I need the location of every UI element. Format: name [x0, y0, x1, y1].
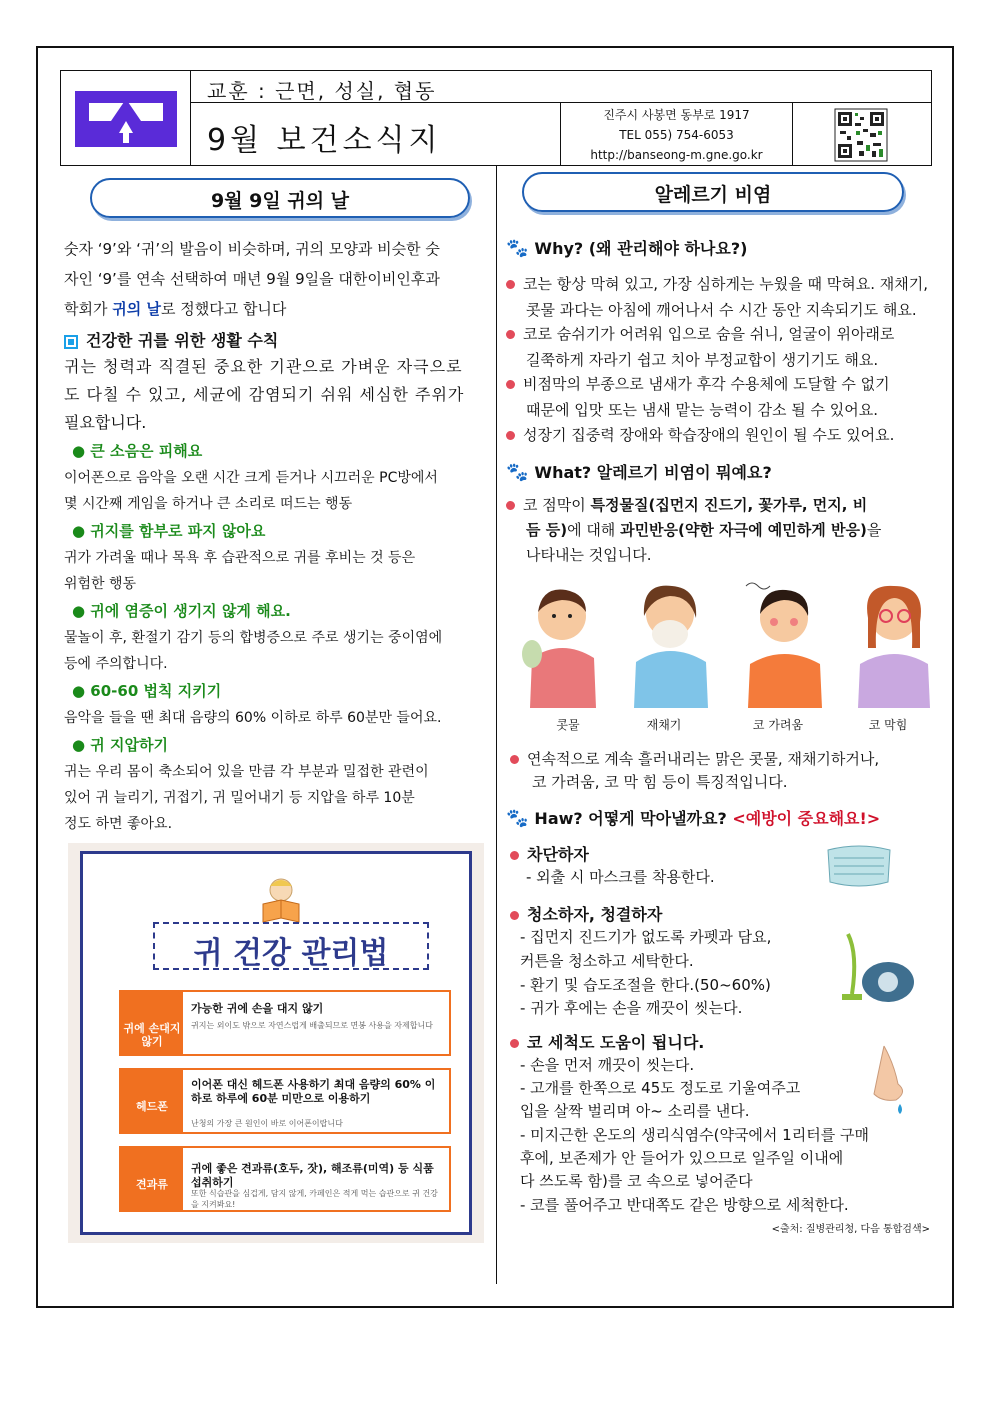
symptom-label: 코 막힘 — [868, 718, 908, 732]
intro-line-2: 자인 ‘9’를 연속 선택하여 매년 9월 9일을 대한이비인후과 — [64, 270, 440, 288]
card-detail: 난청의 가장 큰 원인이 바로 이어폰이랍니다 — [191, 1119, 343, 1128]
care-card-nuts — [119, 1146, 451, 1212]
why-item: 코로 숨쉬기가 어려워 입으로 숨을 쉬니, 얼굴이 위아래로 — [506, 323, 894, 344]
tip-body: 위험한 행동 — [64, 576, 137, 592]
bullet-dot-icon — [506, 330, 515, 339]
block-item: - 외출 시 마스크를 착용한다. — [526, 868, 715, 886]
face-mask-illustration — [822, 840, 896, 896]
rules-heading — [64, 328, 278, 351]
tip-heading-earwax: ● 귀지를 함부로 파지 않아요 — [72, 522, 266, 540]
why-item-cont: 때문에 입맛 또는 냄새 맡는 능력이 감소 될 수 있어요. — [526, 401, 878, 419]
clean-item: - 환기 및 습도조절을 한다.(50~60%) — [520, 976, 771, 994]
why-item: 코는 항상 막혀 있고, 가장 심하게는 누웠을 때 막혀요. 재채기, — [506, 273, 928, 294]
newsletter-title: 9월 보건소식지 — [191, 103, 561, 165]
wash-item: - 고개를 한쪽으로 45도 정도로 기울여주고 — [520, 1079, 801, 1097]
bullet-dot-icon — [506, 431, 515, 440]
card-headline: 가능한 귀에 손을 대지 않기 — [191, 1002, 324, 1015]
website-link[interactable]: http://banseong-m.gne.go.kr — [590, 148, 763, 162]
rules-line-1: 귀는 청력과 직결된 중요한 기관으로 가벼운 자극으로 — [64, 357, 463, 376]
symptom-summary-2: 코 가려움, 코 막 힘 등이 특징적입니다. — [532, 773, 788, 791]
nuts-icon: 견과류 — [121, 1148, 183, 1210]
tip-heading-inflammation: ● 귀에 염증이 생기지 않게 해요. — [72, 602, 291, 620]
wash-item: - 손을 먼저 깨끗이 씻는다. — [520, 1056, 695, 1074]
allergic-rhinitis-heading: 알레르기 비염 — [522, 172, 904, 212]
bullet-dot-icon — [510, 755, 519, 764]
itchy-nose-illustration — [740, 578, 830, 712]
wash-item: 입을 살짝 벌리며 아~ 소리를 낸다. — [520, 1102, 750, 1120]
what-heading: 🐾 What? 알레르기 비염이 뭐예요? — [506, 462, 772, 483]
wash-item: 다 쓰도록 함)를 코 속으로 넣어준다 — [520, 1172, 753, 1190]
ear-day-heading: 9월 9일 귀의 날 — [90, 178, 470, 218]
vacuum-cleaner-illustration — [838, 924, 918, 1012]
what-line-3: 나타내는 것입니다. — [526, 546, 652, 564]
symptom-summary-1: 연속적으로 계속 흘러내리는 맑은 콧물, 재채기하거나, — [510, 748, 879, 769]
rules-title: 건강한 귀를 위한 생활 수칙 — [86, 331, 279, 350]
tip-body: 몇 시간째 게임을 하거나 큰 소리로 떠드는 행동 — [64, 496, 353, 512]
school-contact — [561, 103, 793, 165]
tip-body: 귀가 가려울 때나 목욕 후 습관적으로 귀를 후비는 것 등은 — [64, 550, 416, 566]
nose-drop-illustration — [864, 1044, 914, 1122]
infographic-title: 귀 건강 관리법 — [153, 922, 429, 970]
ear-day-highlight: 귀의 날 — [112, 300, 161, 318]
bullet-dot-icon — [510, 851, 519, 860]
stuffy-nose-illustration — [848, 578, 938, 712]
clean-block: 청소하자, 청결하자 — [510, 902, 662, 925]
block-block: 차단하자 — [510, 842, 589, 865]
school-motto: 교훈 : 근면, 성실, 협동 — [191, 71, 931, 103]
source-note: <출처: 질병관리청, 다음 통합검색> — [771, 1224, 930, 1235]
headphones-icon: 헤드폰 — [121, 1070, 183, 1132]
qr-code[interactable] — [793, 103, 931, 165]
bullet-dot-icon — [510, 1039, 519, 1048]
nasal-wash-block: 코 세척도 도움이 됩니다. — [510, 1030, 704, 1053]
telephone: TEL 055) 754-6053 — [619, 128, 734, 142]
why-heading: 🐾 Why? (왜 관리해야 하나요?) — [506, 238, 748, 259]
prevention-emphasis: <예방이 중요해요!> — [732, 809, 881, 828]
tip-body: 정도 하면 좋아요. — [64, 816, 173, 832]
paw-icon: 🐾 — [506, 238, 529, 259]
column-divider — [496, 166, 497, 1284]
infographic-frame — [80, 851, 472, 1235]
no-touch-ear-icon: 귀에 손대지않기 — [121, 992, 183, 1054]
bullet-dot-icon — [506, 280, 515, 289]
card-detail: 귀지는 외이도 밖으로 자연스럽게 배출되므로 면봉 사용을 자제합니다 — [191, 1021, 433, 1030]
why-item: 비점막의 부종으로 냄새가 후각 수용체에 도달할 수 없기 — [506, 373, 890, 394]
wash-item: - 미지근한 온도의 생리식염수(약국에서 1리터를 구매 — [520, 1126, 869, 1144]
address: 진주시 사봉면 동부로 1917 — [603, 108, 750, 122]
rules-line-2: 도 다칠 수 있고, 세균에 감염되기 쉬워 세심한 주위가 — [64, 385, 465, 404]
newsletter-header — [60, 70, 932, 166]
bullet-dot-icon — [510, 911, 519, 920]
tip-body: 물놀이 후, 환절기 감기 등의 합병증으로 주로 생기는 중이염에 — [64, 630, 443, 646]
tip-body: 있어 귀 늘리기, 귀접기, 귀 밀어내기 등 지압을 하루 10분 — [64, 790, 415, 806]
clean-item: - 집먼지 진드기가 없도록 카펫과 담요, — [520, 928, 772, 946]
school-logo — [61, 71, 191, 165]
bullet-dot-icon — [506, 501, 515, 510]
wash-item: - 코를 풀어주고 반대쪽도 같은 방향으로 세척한다. — [520, 1196, 849, 1214]
rules-line-3: 필요합니다. — [64, 413, 147, 432]
why-item-cont: 길쭉하게 자라기 쉽고 치아 부정교합이 생기기도 해요. — [526, 351, 879, 369]
paw-icon: 🐾 — [506, 462, 529, 483]
card-headline: 귀에 좋은 견과류(호두, 잣), 해조류(미역) 등 식품 섭취하기 — [191, 1162, 434, 1189]
tip-body: 귀는 우리 몸이 축소되어 있을 만큼 각 부분과 밀접한 관련이 — [64, 764, 429, 780]
intro-line-3 — [64, 298, 286, 319]
symptom-label: 재채기 — [646, 718, 682, 732]
care-card-no-touch — [119, 990, 451, 1056]
how-heading: 🐾 Haw? 어떻게 막아낼까요? <예방이 중요해요!> — [506, 808, 881, 829]
sneezing-illustration — [626, 578, 716, 712]
what-line-1: 코 점막이 특정물질(집먼지 진드기, 꽃가루, 먼지, 비 — [506, 494, 867, 515]
tip-body: 이어폰으로 음악을 오랜 시간 크게 듣거나 시끄러운 PC방에서 — [64, 470, 438, 486]
bullet-dot-icon — [506, 380, 515, 389]
what-line-2: 듬 등)에 대해 과민반응(약한 자극에 예민하게 반응)을 — [526, 521, 882, 539]
tip-body: 등에 주의합니다. — [64, 656, 168, 672]
paw-icon: 🐾 — [506, 808, 529, 829]
care-card-headphones — [119, 1068, 451, 1134]
tip-body: 음악을 들을 땐 최대 음량의 60% 이하로 하루 60분만 들어요. — [64, 710, 442, 726]
clean-item: - 귀가 후에는 손을 깨끗이 씻는다. — [520, 999, 743, 1017]
runny-nose-illustration — [512, 578, 602, 712]
why-item-cont: 콧물 과다는 아침에 깨어나서 수 시간 동안 지속되기도 해요. — [526, 301, 917, 319]
ear-care-infographic — [68, 843, 484, 1243]
tip-heading-noise: ● 큰 소음은 피해요 — [72, 442, 203, 460]
intro-text: 학회가 — [64, 300, 113, 318]
why-item: 성장기 집중력 장애와 학습장애의 원인이 될 수도 있어요. — [506, 424, 894, 445]
checkbox-square-icon — [64, 335, 78, 349]
card-detail: 또한 식습관을 심겁게, 담지 않게, 카페인은 적게 먹는 습관으로 귀 건강을 지켜봐요! — [191, 1189, 438, 1209]
reading-child-illustration — [259, 876, 303, 928]
symptom-label: 콧물 — [556, 718, 580, 732]
tip-heading-60-60: ● 60-60 법칙 지키기 — [72, 682, 222, 700]
symptom-label: 코 가려움 — [752, 718, 804, 732]
card-headline: 이어폰 대신 헤드폰 사용하기 최대 음량의 60% 이하로 하루에 60분 미만으로 이용하기 — [191, 1078, 436, 1105]
intro-text-end: 로 정했다고 합니다 — [160, 300, 287, 318]
tip-heading-acupressure: ● 귀 지압하기 — [72, 736, 168, 754]
wash-item: 후에, 보존제가 안 들어가 있으므로 일주일 이내에 — [520, 1149, 844, 1167]
intro-line-1: 숫자 ‘9’와 ‘귀’의 발음이 비슷하며, 귀의 모양과 비슷한 숫 — [64, 240, 440, 258]
clean-item: 커튼을 청소하고 세탁한다. — [520, 952, 694, 970]
